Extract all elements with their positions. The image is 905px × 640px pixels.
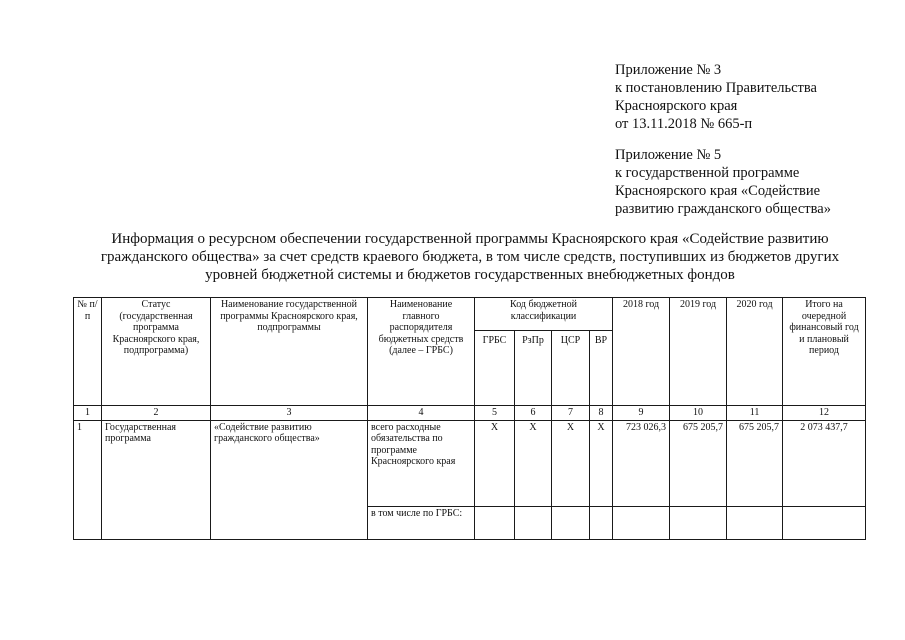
header-total: Итого на очередной финансовый год и плановый период: [783, 298, 866, 406]
row-2020-value: 675 205,7: [727, 420, 783, 506]
row-num: 1: [74, 420, 102, 539]
approval-line: развитию гражданского общества»: [615, 201, 831, 217]
empty-cell: [515, 506, 552, 539]
header-grbs-name: Наименование главного распорядителя бюджетных средств (далее – ГРБС): [368, 298, 475, 406]
header-status: Статус (государственная программа Красноярского края, подпрограмма): [102, 298, 211, 406]
approval-line: от 13.11.2018 № 665-п: [615, 116, 753, 132]
empty-cell: [613, 506, 670, 539]
approval-line: к постановлению Правительства: [615, 80, 817, 96]
approval-block-decree: [615, 61, 817, 133]
table-row: [74, 420, 866, 506]
column-number: 8: [590, 406, 613, 421]
column-number-row: [74, 406, 866, 421]
row-grbs-subheading: в том числе по ГРБС:: [368, 506, 475, 539]
column-number: 2: [102, 406, 211, 421]
column-number: 6: [515, 406, 552, 421]
document-title: [60, 230, 880, 284]
header-num: № п/п: [74, 298, 102, 406]
column-number: 5: [475, 406, 515, 421]
empty-cell: [783, 506, 866, 539]
empty-cell: [552, 506, 590, 539]
approval-line: к государственной программе: [615, 165, 800, 181]
column-number: 9: [613, 406, 670, 421]
approval-line: Приложение № 5: [615, 147, 722, 163]
header-vr: ВР: [590, 331, 613, 406]
row-2019-value: 675 205,7: [670, 420, 727, 506]
column-number: 7: [552, 406, 590, 421]
approval-line: Красноярского края: [615, 98, 738, 114]
header-grbs: ГРБС: [475, 331, 515, 406]
row-csr-code: Х: [552, 420, 590, 506]
header-code-group: Код бюджетной классификации: [475, 298, 613, 331]
column-number: 11: [727, 406, 783, 421]
header-program-name: Наименование государственной программы Красноярского края, подпрограммы: [211, 298, 368, 406]
row-status: Государственная программа: [102, 420, 211, 539]
header-2020: 2020 год: [727, 298, 783, 406]
header-2018: 2018 год: [613, 298, 670, 406]
column-number: 4: [368, 406, 475, 421]
header-rzpr: РзПр: [515, 331, 552, 406]
empty-cell: [590, 506, 613, 539]
empty-cell: [727, 506, 783, 539]
resource-table: [73, 297, 866, 540]
row-grbs-code: Х: [475, 420, 515, 506]
row-rzpr-code: Х: [515, 420, 552, 506]
column-number: 10: [670, 406, 727, 421]
empty-cell: [670, 506, 727, 539]
title-line: гражданского общества» за счет средств краевого бюджета, в том числе средств, поступивших из бюджетов других: [100, 249, 840, 265]
column-number: 3: [211, 406, 368, 421]
approval-line: Красноярского края «Содействие: [615, 183, 821, 199]
column-number: 12: [783, 406, 866, 421]
approval-line: Приложение № 3: [615, 62, 722, 78]
row-2018-value: 723 026,3: [613, 420, 670, 506]
empty-cell: [475, 506, 515, 539]
title-line: Информация о ресурсном обеспечении государственной программы Красноярского края «Содействие развитию: [111, 231, 829, 247]
header-csr: ЦСР: [552, 331, 590, 406]
row-program-name: «Содействие развитию гражданского общества»: [211, 420, 368, 539]
row-grbs-name: всего расходные обязательства по программе Красноярского края: [368, 420, 475, 506]
row-total-value: 2 073 437,7: [783, 420, 866, 506]
approval-block-program: [615, 146, 831, 218]
title-line: уровней бюджетной системы и бюджетов государственных внебюджетных фондов: [205, 267, 735, 283]
column-number: 1: [74, 406, 102, 421]
header-2019: 2019 год: [670, 298, 727, 406]
row-vr-code: Х: [590, 420, 613, 506]
